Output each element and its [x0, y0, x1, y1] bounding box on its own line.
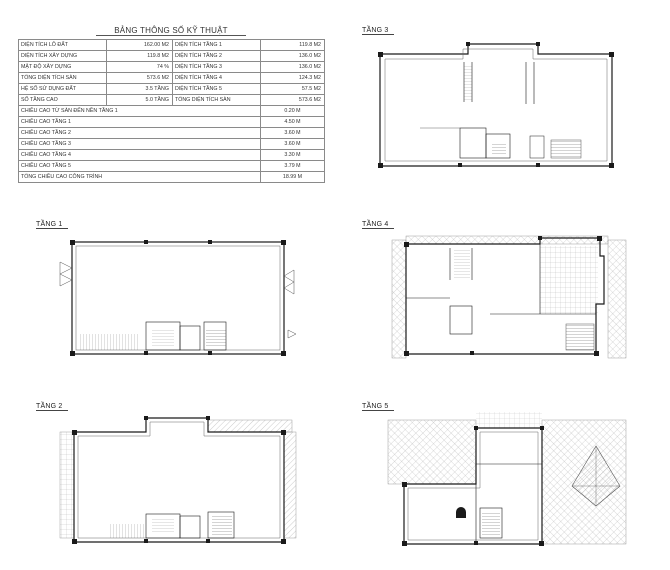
- spec-value: 136.0 M2: [261, 51, 325, 62]
- floor-plan-2: [56, 414, 300, 550]
- floor-plan-3: [376, 42, 616, 174]
- height-value: 3.79 M: [261, 161, 325, 172]
- height-value: 18.99 M: [261, 172, 325, 183]
- plan-label-floor1: TẦNG 1: [36, 221, 63, 228]
- height-label: CHIỀU CAO TẦNG 1: [19, 117, 261, 128]
- height-row: [19, 161, 325, 172]
- spec-label: MẬT ĐỘ XÂY DỰNG: [19, 62, 107, 73]
- spec-table-title: BẢNG THÔNG SỐ KỸ THUẬT: [18, 26, 324, 35]
- plan-label-floor3: TẦNG 3: [362, 27, 389, 34]
- spec-value: 5.0 TẦNG: [107, 95, 173, 106]
- spec-label: DIỆN TÍCH LÔ ĐẤT: [19, 40, 107, 51]
- height-row: [19, 106, 325, 117]
- floor-plan-4: [390, 232, 628, 364]
- spec-value: 124.3 M2: [261, 73, 325, 84]
- height-label: CHIỀU CAO TẦNG 3: [19, 139, 261, 150]
- height-label: CHIỀU CAO TẦNG 4: [19, 150, 261, 161]
- spec-value: 57.5 M2: [261, 84, 325, 95]
- height-label: CHIỀU CAO TẦNG 2: [19, 128, 261, 139]
- spec-label: DIỆN TÍCH TẦNG 2: [173, 51, 261, 62]
- spec-row: [19, 51, 325, 62]
- height-row: [19, 150, 325, 161]
- height-value: 4.50 M: [261, 117, 325, 128]
- spec-value: 136.0 M2: [261, 62, 325, 73]
- spec-row: [19, 73, 325, 84]
- spec-label: DIỆN TÍCH XÂY DỰNG: [19, 51, 107, 62]
- spec-value: 119.8 M2: [261, 40, 325, 51]
- height-row: [19, 139, 325, 150]
- spec-row: [19, 62, 325, 73]
- plan-label-floor5: TẦNG 5: [362, 403, 389, 410]
- height-value: 3.60 M: [261, 139, 325, 150]
- height-value: 0.20 M: [261, 106, 325, 117]
- plan-label-floor2: TẦNG 2: [36, 403, 63, 410]
- spec-label: TỔNG DIỆN TÍCH SÀN: [173, 95, 261, 106]
- height-label: CHIỀU CAO TỪ SÀN ĐẾN NỀN TẦNG 1: [19, 106, 261, 117]
- spec-row: [19, 95, 325, 106]
- spec-value: 74 %: [107, 62, 173, 73]
- height-row: [19, 172, 325, 183]
- spec-value: 119.8 M2: [107, 51, 173, 62]
- spec-label: DIỆN TÍCH TẦNG 5: [173, 84, 261, 95]
- spec-value: 162.00 M2: [107, 40, 173, 51]
- spec-label: SỐ TẦNG CAO: [19, 95, 107, 106]
- spec-value: 573.6 M2: [261, 95, 325, 106]
- spec-label: DIỆN TÍCH TẦNG 3: [173, 62, 261, 73]
- floor-plan-1: [56, 234, 298, 362]
- spec-label: DIỆN TÍCH TẦNG 1: [173, 40, 261, 51]
- spec-label: HỆ SỐ SỬ DỤNG ĐẤT: [19, 84, 107, 95]
- height-label: CHIỀU CAO TẦNG 5: [19, 161, 261, 172]
- height-row: [19, 117, 325, 128]
- spec-label: DIỆN TÍCH TẦNG 4: [173, 73, 261, 84]
- height-row: [19, 128, 325, 139]
- height-value: 3.30 M: [261, 150, 325, 161]
- spec-row: [19, 84, 325, 95]
- spec-row: [19, 40, 325, 51]
- plan-label-floor4: TẦNG 4: [362, 221, 389, 228]
- height-value: 3.60 M: [261, 128, 325, 139]
- spec-value: 573.6 M2: [107, 73, 173, 84]
- spec-value: 3.5 TẦNG: [107, 84, 173, 95]
- spec-label: TỔNG DIỆN TÍCH SÀN: [19, 73, 107, 84]
- floor-plan-5: [384, 408, 632, 548]
- height-label: TỔNG CHIỀU CAO CÔNG TRÌNH: [19, 172, 261, 183]
- spec-table: [18, 39, 325, 183]
